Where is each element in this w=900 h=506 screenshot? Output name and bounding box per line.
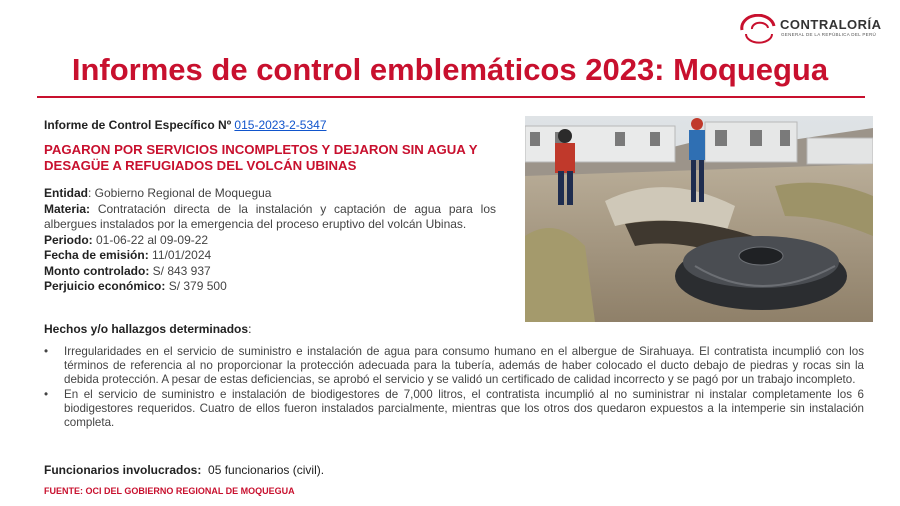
- entidad-row: [44, 186, 496, 202]
- hechos-heading-colon: :: [248, 322, 252, 336]
- page-title: Informes de control emblemáticos 2023: Moquegua: [71, 52, 829, 87]
- monto-row: [44, 264, 496, 280]
- list-item: [44, 388, 864, 431]
- perjuicio-value: S/ 379 500: [165, 279, 227, 293]
- perjuicio-label: Perjuicio económico:: [44, 279, 166, 293]
- hecho-text: Irregularidades en el servicio de suministro e instalación de agua para consumo humano en el albergue de Sirahuaya. El contratista incumplió con los términos de referencia al no proporcionar la protección adecuada para la tubería, además de haber colocado el ducto debajo de piedras y rocas sin la debida protección. A pesar de estas deficiencias, se aprobó el servicio y se validó un certificado de calidad incorrecto y se pagó por un trabajo incompleto.: [64, 345, 864, 387]
- periodo-value: 01-06-22 al 09-09-22: [92, 232, 209, 247]
- monto-value: S/ 843 937: [149, 263, 211, 278]
- perjuicio-row: [44, 279, 496, 295]
- report-label: Informe de Control Específico Nº: [44, 118, 232, 132]
- report-reference: [44, 118, 327, 132]
- report-details: [44, 186, 496, 295]
- entidad-label: Entidad: [44, 186, 88, 200]
- bullet-icon: •: [44, 345, 49, 358]
- materia-row: [44, 202, 496, 233]
- funcionarios-value: 05 funcionarios (civil).: [201, 463, 325, 477]
- entidad-value: : Gobierno Regional de Moquegua: [88, 186, 272, 200]
- bullet-icon: •: [44, 387, 49, 401]
- fecha-row: [44, 248, 496, 264]
- logo-swoosh-icon: [738, 14, 778, 44]
- site-photo: [525, 116, 873, 322]
- hechos-list: [44, 345, 864, 430]
- source-note: FUENTE: OCI DEL GOBIERNO REGIONAL DE MOQUEGUA: [44, 486, 295, 496]
- logo-subtitle: GENERAL DE LA REPÚBLICA DEL PERÚ: [781, 32, 877, 37]
- hechos-heading: [44, 322, 251, 336]
- logo-name: CONTRALORÍA: [780, 17, 882, 32]
- periodo-row: [44, 233, 496, 249]
- report-headline: PAGARON POR SERVICIOS INCOMPLETOS Y DEJARON SIN AGUA Y DESAGÜE A REFUGIADOS DEL VOLCÁN UBINAS: [44, 142, 478, 173]
- periodo-label: Periodo:: [44, 232, 93, 247]
- fecha-value: 11/01/2024: [148, 248, 212, 262]
- funcionarios-label: Funcionarios involucrados:: [44, 463, 202, 477]
- list-item: [44, 345, 864, 388]
- site-photo-illustration: [525, 116, 873, 322]
- monto-label: Monto controlado:: [44, 263, 150, 278]
- report-number-link[interactable]: 015-2023-2-5347: [234, 118, 327, 132]
- hechos-heading-bold: Hechos y/o hallazgos determinados: [44, 322, 249, 336]
- contraloria-logo: [738, 14, 888, 44]
- fecha-label: Fecha de emisión:: [44, 248, 149, 262]
- materia-label: Materia:: [44, 201, 91, 216]
- title-divider: [37, 96, 865, 98]
- hecho-text: En el servicio de suministro e instalación de biodigestores de 7,000 litros, el contratista incumplió al no suministrar ni instalar completamente los 6 biodigestores requeridos. Cuatro de ellos fueron instalados parcialmente, mientras que los otros dos quedaron expuestos a la intemperie sin instalación completa.: [64, 387, 864, 430]
- materia-value: Contratación directa de la instalación y captación de agua para los albergues instalados por la emergencia del proceso eruptivo del volcán Ubinas.: [44, 201, 496, 231]
- funcionarios-line: [44, 463, 324, 477]
